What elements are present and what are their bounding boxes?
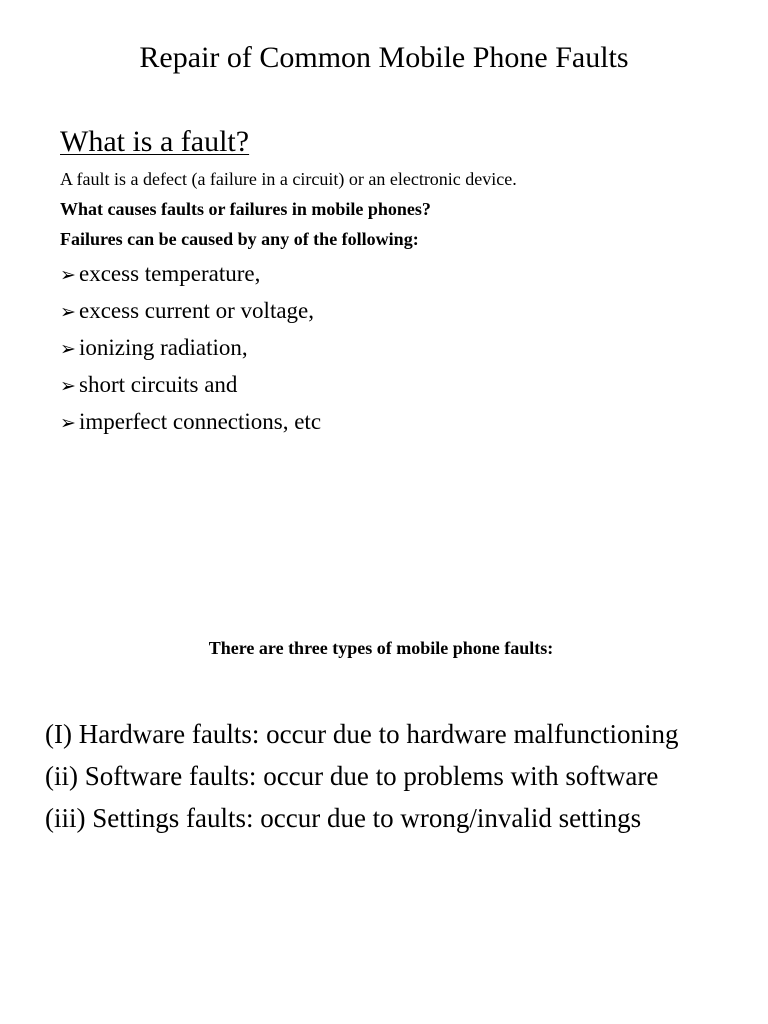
cause-text: excess current or voltage, [79, 298, 315, 323]
arrow-bullet-icon: ➢ [60, 338, 76, 360]
fault-types-list [45, 716, 745, 842]
list-item [60, 293, 321, 330]
arrow-bullet-icon: ➢ [60, 264, 76, 286]
list-item: (ii) Software faults: occur due to problems with software [45, 761, 659, 791]
causes-list [60, 256, 321, 441]
list-item [60, 367, 321, 404]
arrow-bullet-icon: ➢ [60, 375, 76, 397]
cause-text: short circuits and [79, 372, 238, 397]
cause-text: ionizing radiation, [79, 335, 248, 360]
fault-types-intro: There are three types of mobile phone faults: [208, 638, 554, 658]
cause-text: imperfect connections, etc [79, 409, 322, 434]
fault-definition: A fault is a defect (a failure in a circuit) or an electronic device. [60, 169, 517, 189]
list-item [60, 404, 321, 441]
causes-intro: Failures can be caused by any of the following: [60, 229, 419, 249]
arrow-bullet-icon: ➢ [60, 301, 76, 323]
cause-text: excess temperature, [79, 261, 261, 286]
list-item [60, 256, 321, 293]
list-item: (I) Hardware faults: occur due to hardware malfunctioning [45, 719, 679, 749]
arrow-bullet-icon: ➢ [60, 412, 76, 434]
page-title: Repair of Common Mobile Phone Faults [139, 41, 629, 74]
list-item: (iii) Settings faults: occur due to wrong/invalid settings [45, 803, 642, 833]
list-item [60, 330, 321, 367]
causes-question: What causes faults or failures in mobile phones? [60, 199, 431, 219]
section-heading: What is a fault? [60, 125, 250, 158]
